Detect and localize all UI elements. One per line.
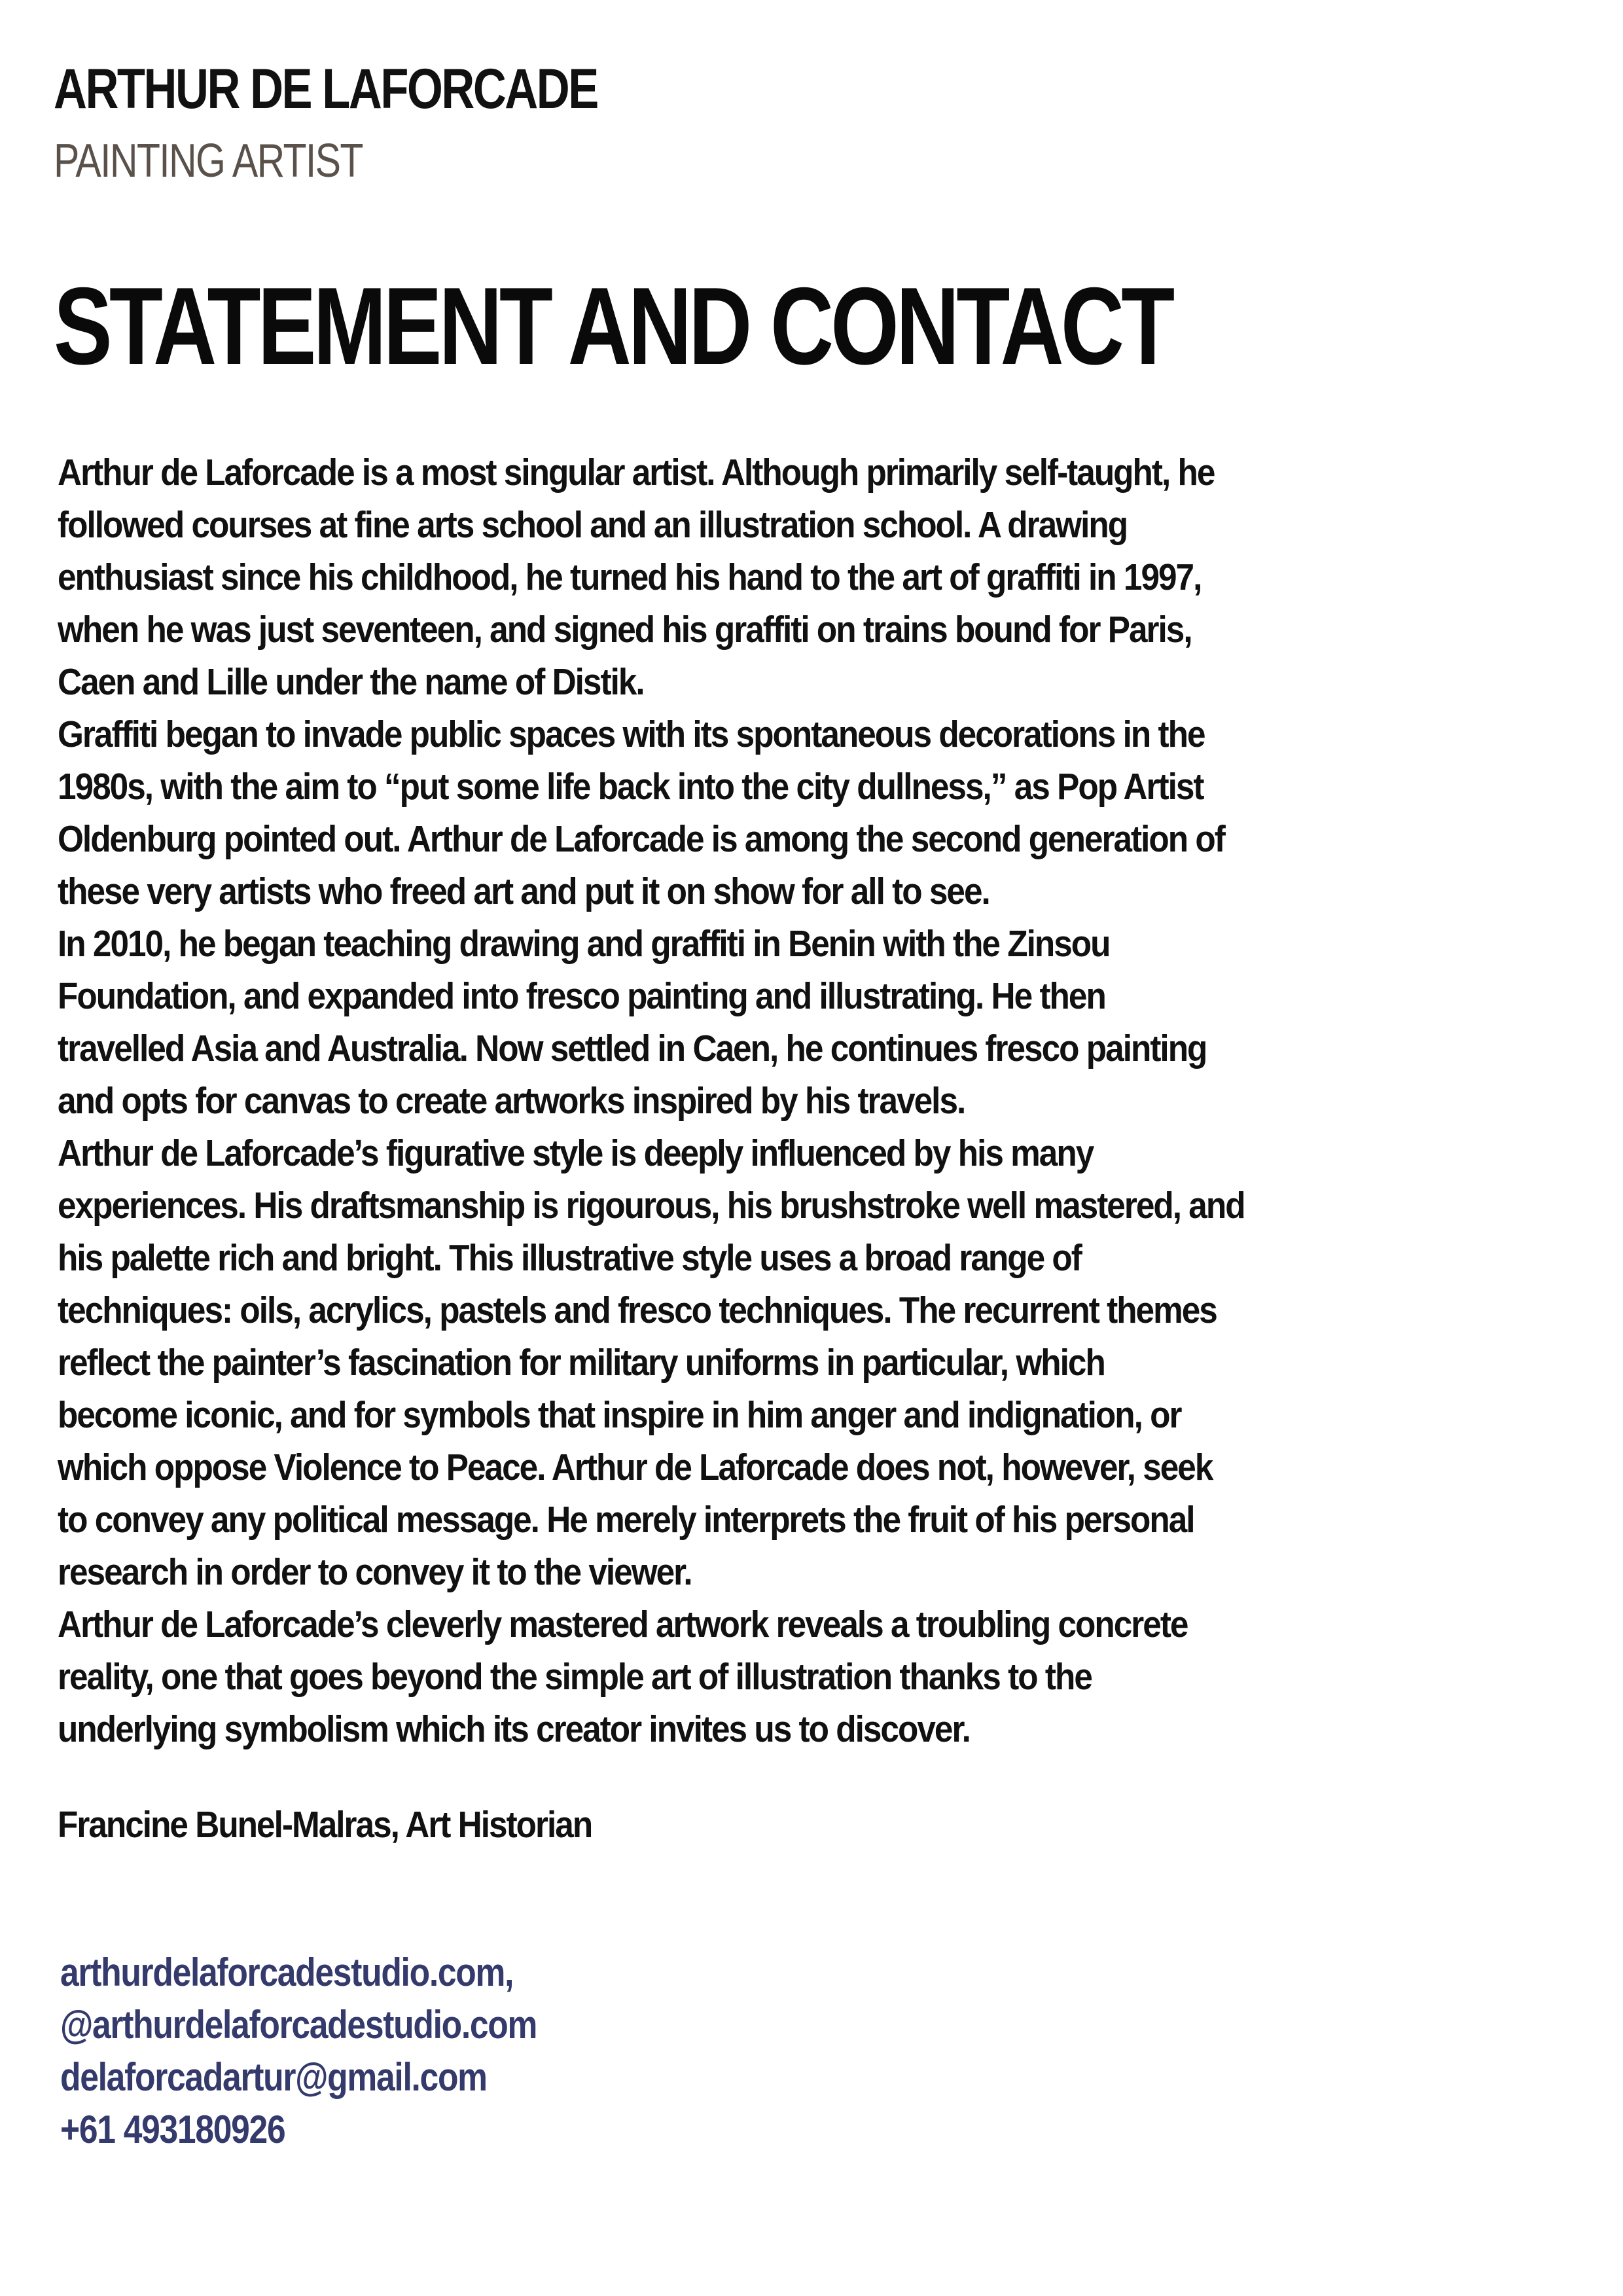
- statement-line: research in order to convey it to the viewer.: [58, 1551, 692, 1593]
- statement-line: Arthur de Laforcade’s cleverly mastered artwork reveals a troubling concrete: [58, 1604, 1188, 1645]
- statement-line: enthusiast since his childhood, he turned his hand to the art of graffiti in 1997,: [58, 556, 1202, 598]
- phone-link[interactable]: +61 493180926: [60, 2108, 285, 2151]
- statement-line: become iconic, and for symbols that inspire in him anger and indignation, or: [58, 1394, 1181, 1436]
- statement-line: and opts for canvas to create artworks inspired by his travels.: [58, 1080, 965, 1122]
- statement-line: his palette rich and bright. This illustrative style uses a broad range of: [58, 1237, 1081, 1279]
- statement-author: Francine Bunel-Malras, Art Historian: [58, 1804, 592, 1846]
- statement-line: Arthur de Laforcade is a most singular artist. Although primarily self-taught, he: [58, 452, 1215, 493]
- website-link[interactable]: arthurdelaforcadestudio.com,: [60, 1950, 514, 1994]
- statement-line: reality, one that goes beyond the simple art of illustration thanks to the: [58, 1656, 1092, 1698]
- statement-line: Arthur de Laforcade’s figurative style is deeply influenced by his many: [58, 1132, 1094, 1174]
- social-link[interactable]: @arthurdelaforcadestudio.com: [60, 2003, 537, 2047]
- statement-line: experiences. His draftsmanship is rigourous, his brushstroke well mastered, and: [58, 1185, 1245, 1227]
- email-link[interactable]: delaforcadartur@gmail.com: [60, 2055, 487, 2099]
- statement-line: Oldenburg pointed out. Arthur de Laforcade is among the second generation of: [58, 818, 1224, 860]
- statement-line: these very artists who freed art and put it on show for all to see.: [58, 870, 990, 912]
- statement-line: underlying symbolism which its creator invites us to discover.: [58, 1708, 970, 1750]
- contact-block: [60, 1946, 537, 2156]
- artist-role: PAINTING ARTIST: [54, 135, 363, 187]
- statement-line: 1980s, with the aim to “put some life back into the city dullness,” as Pop Artist: [58, 766, 1204, 808]
- statement-line: techniques: oils, acrylics, pastels and fresco techniques. The recurrent themes: [58, 1289, 1217, 1331]
- statement-line: reflect the painter’s fascination for military uniforms in particular, which: [58, 1342, 1105, 1384]
- statement-line: Caen and Lille under the name of Distik.: [58, 661, 644, 703]
- statement-line: when he was just seventeen, and signed his graffiti on trains bound for Paris,: [58, 609, 1192, 651]
- statement-line: Foundation, and expanded into fresco painting and illustrating. He then: [58, 975, 1105, 1017]
- statement-line: followed courses at fine arts school and an illustration school. A drawing: [58, 504, 1128, 546]
- statement-line: to convey any political message. He merely interprets the fruit of his personal: [58, 1499, 1194, 1541]
- statement-line: which oppose Violence to Peace. Arthur de Laforcade does not, however, seek: [58, 1446, 1213, 1488]
- statement-line: In 2010, he began teaching drawing and graffiti in Benin with the Zinsou: [58, 923, 1110, 965]
- statement-text: [58, 446, 1245, 1755]
- statement-line: travelled Asia and Australia. Now settled in Caen, he continues fresco painting: [58, 1028, 1207, 1069]
- statement-line: Graffiti began to invade public spaces with its spontaneous decorations in the: [58, 713, 1205, 755]
- artist-name: ARTHUR DE LAFORCADE: [54, 58, 597, 120]
- page-title: STATEMENT AND CONTACT: [54, 264, 1172, 387]
